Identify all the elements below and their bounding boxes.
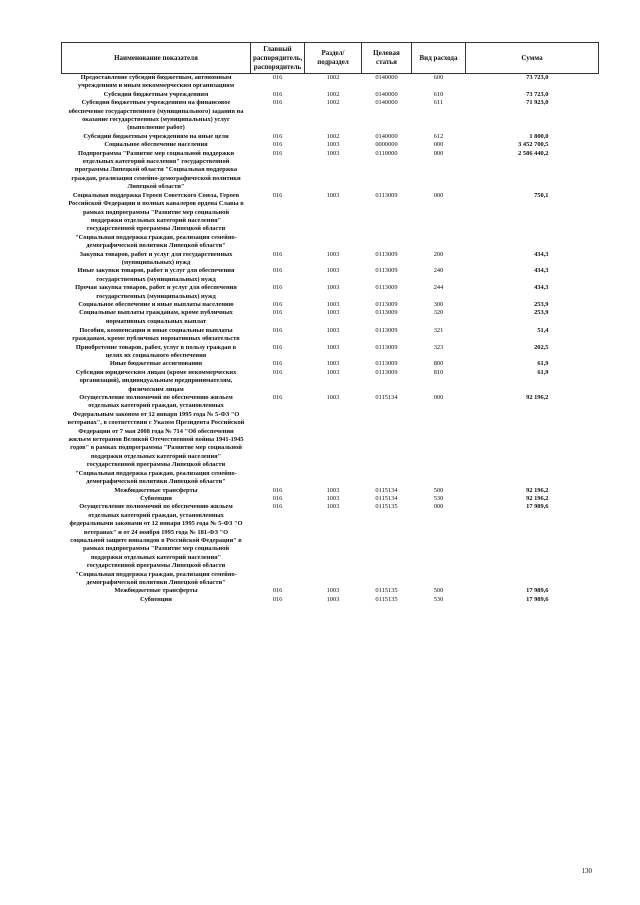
table-row — [62, 192, 599, 251]
table-header-row — [62, 43, 599, 74]
row-amount: 51,4 — [537, 326, 549, 334]
table-row — [62, 487, 599, 495]
row-target-code: 0113009 — [375, 250, 398, 258]
table-row — [62, 503, 599, 587]
row-expense-code: 240 — [433, 267, 444, 275]
row-section-code: 1003 — [326, 503, 340, 511]
row-expense-code: 323 — [433, 343, 444, 351]
table-row — [62, 360, 599, 368]
row-amount: 73 723,0 — [526, 90, 549, 98]
table-row — [62, 91, 599, 99]
row-section-code: 1003 — [326, 486, 340, 494]
table-row — [62, 394, 599, 486]
row-target-code: 0115134 — [375, 394, 398, 402]
table-row — [62, 587, 599, 595]
row-manager-code: 016 — [272, 284, 283, 292]
row-target-code: 0113009 — [375, 284, 398, 292]
row-section-code: 1003 — [326, 343, 340, 351]
row-manager-code: 016 — [272, 394, 283, 402]
row-target-code: 0110000 — [375, 149, 398, 157]
row-amount: 92 196,2 — [526, 486, 549, 494]
row-section-code: 1002 — [326, 99, 340, 107]
row-manager-code: 016 — [272, 326, 283, 334]
row-section-code: 1003 — [326, 141, 340, 149]
table-row — [62, 150, 599, 192]
table-row — [62, 133, 599, 141]
row-target-code: 0113009 — [375, 309, 398, 317]
row-target-code: 0113009 — [375, 300, 398, 308]
row-expense-code: 000 — [433, 503, 444, 511]
row-manager-code: 016 — [272, 360, 283, 368]
row-target-code: 0113009 — [375, 368, 398, 376]
row-amount: 71 923,0 — [526, 99, 549, 107]
row-amount: 17 989,6 — [526, 587, 549, 595]
row-section-code: 1002 — [326, 132, 340, 140]
row-target-code: 0115135 — [375, 587, 398, 595]
budget-table — [61, 42, 599, 604]
row-expense-code: 500 — [433, 587, 444, 595]
table-row — [62, 369, 599, 394]
row-amount: 253,9 — [534, 309, 549, 317]
row-manager-code: 016 — [272, 74, 283, 81]
row-target-code: 0000000 — [375, 141, 398, 149]
row-section-code: 1002 — [326, 90, 340, 98]
row-name: Осуществление полномочий по обеспечению жильем отдельных категорий граждан, установленных Федеральным законом от 12 января 1995 года № 5-ФЗ "О ветеранах", в соответствии с Указом Президента Российской Федерации от 7 мая 2008 года № 714 "Об обеспечении жильем ветеранов Великой Отечественной войны 1941-1945 годов" в рамках подпрограммы "Развитие мер социальной поддержки отдельных категорий населения" государственной программы Липецкой области "Социальная поддержка граждан, реализация семейно-демографической политики Липецкой области" — [67, 394, 245, 486]
row-expense-code: 300 — [433, 300, 444, 308]
table-row — [62, 74, 599, 91]
row-name: Субсидии бюджетным учреждениям на финансовое обеспечение государственного (муниципального) задания на оказание государственных (муниципальных) услуг (выполнение работ) — [68, 99, 244, 132]
row-expense-code: 612 — [433, 132, 444, 140]
table-row — [62, 284, 599, 301]
row-name: Субсидии юридическим лицам (кроме некоммерческих организаций), индивидуальным предпринимателям, физическим лицам — [75, 368, 237, 393]
row-amount: 92 196,2 — [526, 494, 549, 502]
table-row — [62, 327, 599, 344]
row-name: Межбюджетные трансферты — [114, 587, 198, 595]
row-target-code: 0115135 — [375, 595, 398, 603]
row-name: Субсидии бюджетным учреждениям — [103, 90, 209, 98]
row-amount: 750,1 — [534, 191, 549, 199]
row-amount: 253,9 — [534, 300, 549, 308]
row-manager-code: 016 — [272, 486, 283, 494]
row-amount: 434,3 — [534, 250, 549, 258]
row-target-code: 0115135 — [375, 503, 398, 511]
row-section-code: 1003 — [326, 360, 340, 368]
row-section-code: 1002 — [326, 74, 340, 81]
row-section-code: 1003 — [326, 191, 340, 199]
row-name: Прочая закупка товаров, работ и услуг для обеспечения государственных (муниципальных) нужд — [75, 284, 237, 300]
row-amount: 3 452 700,5 — [518, 141, 549, 149]
row-target-code: 0140000 — [375, 99, 398, 107]
row-manager-code: 016 — [272, 191, 283, 199]
row-expense-code: 000 — [433, 191, 444, 199]
row-manager-code: 016 — [272, 300, 283, 308]
row-manager-code: 016 — [272, 595, 283, 603]
row-target-code: 0113009 — [375, 360, 398, 368]
row-section-code: 1003 — [326, 250, 340, 258]
column-header-name: Наименование показателя — [62, 43, 251, 74]
table-row — [62, 301, 599, 309]
row-target-code: 0115134 — [375, 486, 398, 494]
row-expense-code: 000 — [433, 149, 444, 157]
row-manager-code: 016 — [272, 99, 283, 107]
row-manager-code: 016 — [272, 132, 283, 140]
table-row — [62, 267, 599, 284]
row-target-code: 0140000 — [375, 74, 398, 81]
row-section-code: 1003 — [326, 394, 340, 402]
row-section-code: 1003 — [326, 587, 340, 595]
row-expense-code: 800 — [433, 360, 444, 368]
column-header-manager: Главный распорядитель, распорядитель — [251, 43, 305, 74]
row-section-code: 1003 — [326, 326, 340, 334]
row-expense-code: 530 — [433, 595, 444, 603]
table-row — [62, 309, 599, 326]
row-target-code: 0113009 — [375, 343, 398, 351]
row-target-code: 0140000 — [375, 90, 398, 98]
row-expense-code: 810 — [433, 368, 444, 376]
row-name: Социальная поддержка Героев Советского Союза, Героев Российской Федерации и полных кавалеров ордена Славы в рамках подпрограммы "Развитие мер социальной поддержки отдельных категорий населения" государственной программы Липецкой области "Социальная поддержка граждан, реализация семейно-демографической политики Липецкой области" — [68, 191, 244, 250]
row-target-code: 0113009 — [375, 267, 398, 275]
row-name: Подпрограмма "Развитие мер социальной поддержки отдельных категорий населения" государственной программы Липецкой области "Социальная поддержка граждан, реализация семейно-демографической политики Липецкой области" — [71, 149, 241, 191]
row-amount: 73 723,0 — [526, 74, 549, 81]
row-name: Иные бюджетные ассигнования — [109, 360, 203, 368]
row-manager-code: 016 — [272, 494, 283, 502]
table-row — [62, 344, 599, 361]
table-row — [62, 99, 599, 133]
row-section-code: 1003 — [326, 267, 340, 275]
row-name: Межбюджетные трансферты — [114, 486, 198, 494]
row-amount: 17 989,6 — [526, 595, 549, 603]
row-target-code: 0115134 — [375, 494, 398, 502]
row-name: Социальные выплаты гражданам, кроме публичных нормативных социальных выплат — [79, 309, 233, 325]
row-name: Субвенции — [140, 595, 172, 603]
row-amount: 17 989,6 — [526, 503, 549, 511]
row-manager-code: 016 — [272, 250, 283, 258]
row-expense-code: 500 — [433, 486, 444, 494]
row-amount: 434,3 — [534, 267, 549, 275]
row-name: Пособия, компенсации и иные социальные выплаты гражданам, кроме публичных нормативных обязательств — [72, 326, 240, 343]
column-header-section: Раздел/подраздел — [305, 43, 362, 74]
column-header-amount: Сумма — [466, 43, 599, 74]
row-target-code: 0113009 — [375, 326, 398, 334]
row-amount: 61,9 — [537, 360, 549, 368]
row-expense-code: 000 — [433, 141, 444, 149]
row-amount: 434,3 — [534, 284, 549, 292]
row-name: Закупка товаров, работ и услуг для государственных (муниципальных) нужд — [79, 250, 233, 266]
row-manager-code: 016 — [272, 267, 283, 275]
column-header-target-article: Целевая статья — [362, 43, 412, 74]
table-row — [62, 495, 599, 503]
row-name: Иные закупки товаров, работ и услуг для обеспечения государственных (муниципальных) нужд — [77, 267, 235, 283]
row-target-code: 0113009 — [375, 191, 398, 199]
row-expense-code: 530 — [433, 494, 444, 502]
row-name: Приобретение товаров, работ, услуг в пользу граждан в целях их социального обеспечения — [75, 343, 237, 359]
row-manager-code: 016 — [272, 149, 283, 157]
row-name: Субсидии бюджетным учреждениям на иные цели — [83, 132, 229, 140]
row-section-code: 1003 — [326, 149, 340, 157]
row-name: Предоставление субсидий бюджетным, автономным учреждениям и иным некоммерческим организациям — [77, 74, 235, 90]
row-amount: 92 196,2 — [526, 394, 549, 402]
row-target-code: 0140000 — [375, 132, 398, 140]
row-manager-code: 016 — [272, 587, 283, 595]
column-header-expense-type: Вид расхода — [412, 43, 466, 74]
row-manager-code: 016 — [272, 141, 283, 149]
row-name: Социальное обеспечение населения — [104, 141, 208, 149]
row-manager-code: 016 — [272, 309, 283, 317]
row-name: Субвенции — [140, 494, 172, 502]
page-number: 130 — [581, 867, 592, 875]
row-name: Социальное обеспечение и иные выплаты населению — [78, 300, 234, 308]
row-expense-code: 320 — [433, 309, 444, 317]
row-expense-code: 610 — [433, 90, 444, 98]
row-manager-code: 016 — [272, 90, 283, 98]
table-row — [62, 596, 599, 604]
row-section-code: 1003 — [326, 309, 340, 317]
row-amount: 61,9 — [537, 368, 549, 376]
row-section-code: 1003 — [326, 494, 340, 502]
row-manager-code: 016 — [272, 503, 283, 511]
row-amount: 202,5 — [534, 343, 549, 351]
row-section-code: 1003 — [326, 368, 340, 376]
table-row — [62, 251, 599, 268]
row-expense-code: 244 — [433, 284, 444, 292]
row-section-code: 1003 — [326, 300, 340, 308]
row-section-code: 1003 — [326, 284, 340, 292]
table-row — [62, 141, 599, 149]
row-section-code: 1003 — [326, 595, 340, 603]
row-amount: 1 800,0 — [529, 132, 549, 140]
row-manager-code: 016 — [272, 368, 283, 376]
row-expense-code: 321 — [433, 326, 444, 334]
row-amount: 2 586 440,2 — [518, 149, 549, 157]
row-name: Осуществление полномочий по обеспечению жильем отдельных категорий граждан, установленных федеральными законами от 12 января 1995 года № 5-ФЗ "О ветеранах" и от 24 ноября 1995 года № 181-ФЗ "О социальной защите инвалидов в Российской Федерации" в рамках подпрограммы "Развитие мер социальной поддержки отдельных категорий населения" государственной программы Липецкой области "Социальная поддержка граждан, реализация семейно-демографической политики Липецкой области" — [69, 503, 243, 586]
row-expense-code: 600 — [433, 74, 444, 81]
row-expense-code: 200 — [433, 250, 444, 258]
row-expense-code: 000 — [433, 394, 444, 402]
row-manager-code: 016 — [272, 343, 283, 351]
row-expense-code: 611 — [433, 99, 444, 107]
